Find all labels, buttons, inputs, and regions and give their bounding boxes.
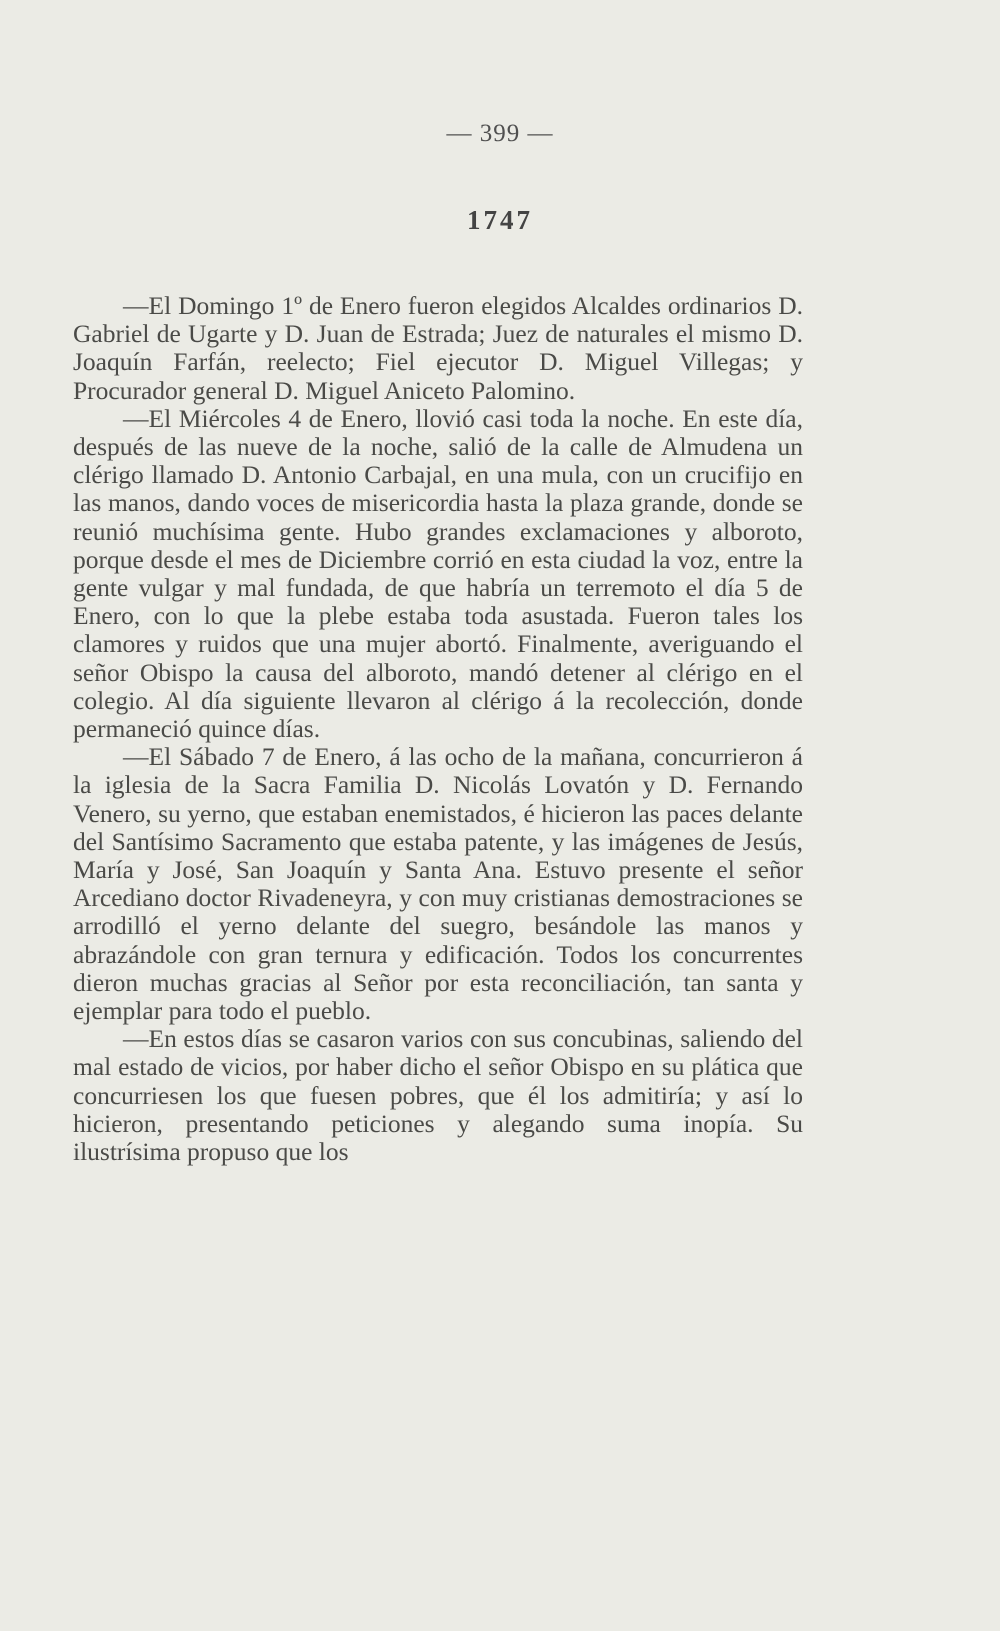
paragraph-earthquake-rumor: —El Miércoles 4 de Enero, llovió casi toda la noche. En este día, después de las nueve de la noche, salió de la calle de Almudena un clérigo llamado D. Antonio Carbajal, en una mula, con un crucifijo en las manos, dando voces de misericordia hasta la plaza grande, donde se reunió muchísima gente. Hubo grandes exclamaciones y alboroto, porque desde el mes de Diciembre corrió en esta ciudad la voz, entre la gente vulgar y mal fundada, de que habría un terremoto el día 5 de Enero, con lo que la plebe estaba toda asustada. Fueron tales los clamores y ruidos que una mujer abortó. Finalmente, averiguando el señor Obispo la causa del alboroto, mandó detener al clérigo en el colegio. Al día siguiente llevaron al clérigo á la recolección, donde permaneció quince días. [73,403,803,744]
year-heading: 1747 [467,205,533,235]
paragraph-elections: —El Domingo 1º de Enero fueron elegidos Alcaldes ordinarios D. Gabriel de Ugarte y D. Juan de Estrada; Juez de naturales el mismo D. Joaquín Farfán, reelecto; Fiel ejecutor D. Miguel Villegas; y Procurador general D. Miguel Aniceto Palomino. [73,291,803,405]
paragraph-reconciliation: —El Sábado 7 de Enero, á las ocho de la mañana, concurrieron á la iglesia de la Sacra Familia D. Nicolás Lovatón y D. Fernando Venero, su yerno, que estaban enemistados, é hicieron las paces delante del Santísimo Sacramento que estaba patente, y las imágenes de Jesús, María y José, San Joaquín y Santa Ana. Estuvo presente el señor Arcediano doctor Rivadeneyra, y con muy cristianas demostraciones se arrodilló el yerno delante del suegro, besándole las manos y abrazándole con gran ternura y edificación. Todos los concurrentes dieron muchas gracias al Señor por esta reconciliación, tan santa y ejemplar para todo el pueblo. [73,742,803,1026]
paragraph-marriages: —En estos días se casaron varios con sus concubinas, saliendo del mal estado de vicios, por haber dicho el señor Obispo en su plática que concurriesen los que fuesen pobres, que él los admitiría; y así lo hicieron, presentando peticiones y alegando suma inopía. Su ilustrísima propuso que los [73,1024,803,1167]
body-text [73,292,803,1166]
page-number: — 399 — [446,120,554,147]
